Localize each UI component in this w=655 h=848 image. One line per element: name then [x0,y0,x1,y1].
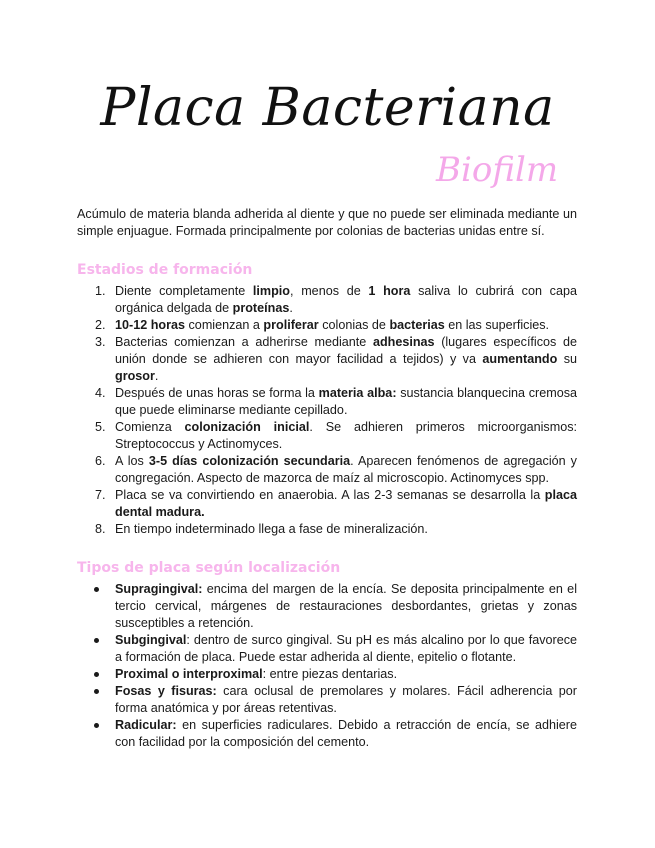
item-text: Diente completamente [115,284,253,298]
item-bold: Fosas y fisuras: [115,684,217,698]
item-bold: 10-12 horas [115,318,186,332]
item-number: 6. [95,454,106,468]
list-item [95,317,577,334]
types-list [115,581,577,751]
list-item [115,632,577,666]
list-item [95,453,577,487]
section-heading-types: Tipos de placa según localización [77,560,341,576]
item-text: sustancia blanquecina cremosa que puede eliminarse mediante cepillado. [115,386,577,417]
item-text: . [289,301,293,315]
item-bold: proliferar [263,318,319,332]
item-text: . [154,369,159,383]
item-number: 3. [95,335,106,349]
item-text: saliva lo cubrirá con capa orgánica delgada de [115,284,577,315]
item-text: su [557,352,577,366]
item-bold: Supragingival: [115,582,203,596]
item-text: . Se adhieren primeros microorganismos: Streptococcus y Actinomyces. [115,420,578,451]
stages-list [95,283,578,538]
item-bold: 3-5 días colonización secundaria [148,454,351,468]
bullet-icon [94,638,99,643]
intro-paragraph: Acúmulo de materia blanda adherida al diente y que no puede ser eliminada mediante un simple enjuague. Formada principalmente por colonias de bacterias unidas entre sí. [77,207,577,238]
list-item [115,717,577,751]
item-bold: bacterias [389,318,445,332]
section-heading-stages: Estadios de formación [77,262,253,278]
list-item [95,385,577,419]
item-bold: Proximal o interproximal [115,667,263,681]
item-text: Bacterias comienzan a adherirse mediante [115,335,373,349]
bullet-icon [94,587,99,592]
item-bold: placa dental madura. [115,488,577,519]
page-title: Placa Bacteriana [100,78,555,138]
item-bold: adhesinas [372,335,435,349]
item-text: comienzan a [185,318,264,332]
list-item [95,283,577,317]
item-text: encima del margen de la encía. Se deposita principalmente en el tercio cervical, márgenes de restauraciones desbordantes, grietas y zonas susceptibles a retención. [115,582,577,630]
list-item [115,666,577,683]
item-bold: limpio [252,284,290,298]
item-bold: Radicular: [115,718,177,732]
list-item [95,487,577,521]
item-bold: Subgingival [115,633,187,647]
item-bold: grosor [115,369,155,383]
item-number: 1. [95,284,106,298]
item-bold: aumentando [482,352,558,366]
item-text: Comienza [115,420,185,434]
item-text: en las superficies. [444,318,550,332]
item-text: (lugares específicos de unión donde se adhieren con mayor facilidad a tejidos) y va [115,335,577,366]
list-item [95,521,577,538]
item-number: 5. [95,420,106,434]
item-text: . Aparecen fenómenos de agregación y congregación. Aspecto de mazorca de maíz al microscopio. Actinomyces spp. [115,454,577,485]
item-bold: 1 hora [368,284,411,298]
item-bold: materia alba: [318,386,397,400]
bullet-icon [94,672,99,677]
item-number: 7. [95,488,106,502]
item-text: En tiempo indeterminado llega a fase de mineralización. [115,522,428,536]
bullet-icon [94,723,99,728]
item-bold: proteínas [232,301,290,315]
list-item [115,683,577,717]
item-text: cara oclusal de premolares y molares. Fácil adherencia por forma anatómica y por áreas retentivas. [115,684,577,715]
item-text: : dentro de surco gingival. Su pH es más alcalino por lo que favorece a formación de placa. Puede estar adherida al diente, epitelio o flotante. [115,633,577,664]
list-item [115,581,577,632]
list-item [95,419,578,453]
item-text: : entre piezas dentarias. [262,667,398,681]
item-text: Placa se va convirtiendo en anaerobia. A las 2-3 semanas se desarrolla la [115,488,545,502]
item-number: 8. [95,522,106,536]
item-text: Después de unas horas se forma la [115,386,319,400]
item-text: colonias de [318,318,390,332]
item-text: en superficies radiculares. Debido a retracción de encía, se adhiere con facilidad por la composición del cemento. [115,718,577,749]
bullet-icon [94,689,99,694]
item-number: 2. [95,318,106,332]
item-bold: colonización inicial [184,420,310,434]
item-number: 4. [95,386,106,400]
item-text: A los [115,454,149,468]
list-item [95,334,577,385]
item-text: , menos de [290,284,369,298]
page-subtitle: Biofilm [436,150,559,190]
